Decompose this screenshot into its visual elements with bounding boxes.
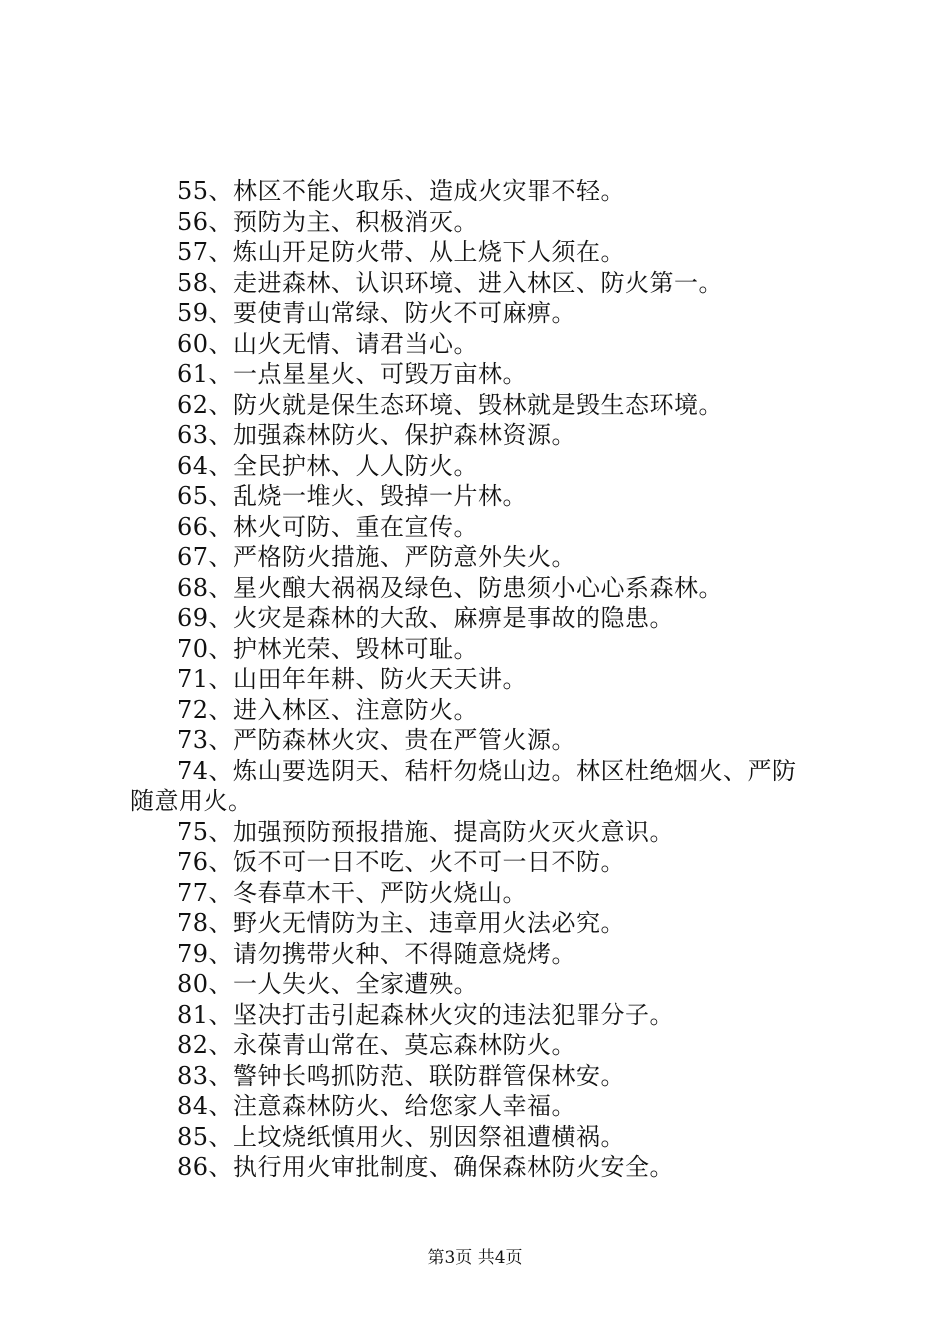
list-item: 59、要使青山常绿、防火不可麻痹。 [177, 299, 577, 327]
document-body [130, 176, 830, 1183]
list-item: 57、炼山开足防火带、从上烧下人须在。 [177, 238, 626, 266]
list-item: 63、加强森林防火、保护森林资源。 [177, 421, 577, 449]
list-item: 58、走进森林、认识环境、进入林区、防火第一。 [177, 268, 724, 297]
list-item: 84、注意森林防火、给您家人幸福。 [177, 1092, 577, 1120]
list-item: 66、林火可防、重在宣传。 [177, 512, 479, 541]
list-item: 85、上坟烧纸慎用火、别因祭祖遭横祸。 [177, 1122, 626, 1151]
list-item: 67、严格防火措施、严防意外失火。 [177, 543, 577, 571]
list-item: 72、进入林区、注意防火。 [177, 695, 479, 724]
list-item: 81、坚决打击引起森林火灾的违法犯罪分子。 [177, 1000, 675, 1029]
list-item-continuation: 随意用火。 [130, 787, 253, 815]
list-item: 79、请勿携带火种、不得随意烧烤。 [177, 939, 577, 968]
list-item-line: 74、炼山要选阴天、秸杆勿烧山边。林区杜绝烟火、严防 [177, 756, 797, 785]
list-item: 61、一点星星火、可毁万亩林。 [177, 360, 528, 388]
list-item-wrapped [130, 756, 830, 817]
list-item: 69、火灾是森林的大敌、麻痹是事故的隐患。 [177, 604, 675, 632]
list-item: 70、护林光荣、毁林可耻。 [177, 634, 479, 663]
list-item: 73、严防森林火灾、贵在严管火源。 [177, 726, 577, 754]
list-item: 55、林区不能火取乐、造成火灾罪不轻。 [177, 177, 626, 205]
list-item: 78、野火无情防为主、违章用火法必究。 [177, 909, 626, 937]
list-item: 77、冬春草木干、严防火烧山。 [177, 878, 528, 907]
list-item: 62、防火就是保生态环境、毁林就是毁生态环境。 [177, 390, 724, 419]
list-item: 76、饭不可一日不吃、火不可一日不防。 [177, 848, 626, 876]
list-item: 68、星火酿大祸祸及绿色、防患须小心心系森林。 [177, 573, 724, 602]
list-item: 56、预防为主、积极消灭。 [177, 207, 479, 236]
list-item: 60、山火无情、请君当心。 [177, 329, 479, 358]
list-item: 65、乱烧一堆火、毁掉一片林。 [177, 482, 528, 510]
list-item: 75、加强预防预报措施、提高防火灭火意识。 [177, 817, 675, 846]
list-item: 71、山田年年耕、防火天天讲。 [177, 665, 528, 693]
list-item: 82、永葆青山常在、莫忘森林防火。 [177, 1031, 577, 1059]
list-item: 80、一人失火、全家遭殃。 [177, 970, 479, 998]
list-item: 83、警钟长鸣抓防范、联防群管保林安。 [177, 1061, 626, 1090]
list-item: 86、执行用火审批制度、确保森林防火安全。 [177, 1153, 675, 1181]
page-footer: 第3页 共4页 [427, 1248, 523, 1268]
list-item: 64、全民护林、人人防火。 [177, 451, 479, 480]
